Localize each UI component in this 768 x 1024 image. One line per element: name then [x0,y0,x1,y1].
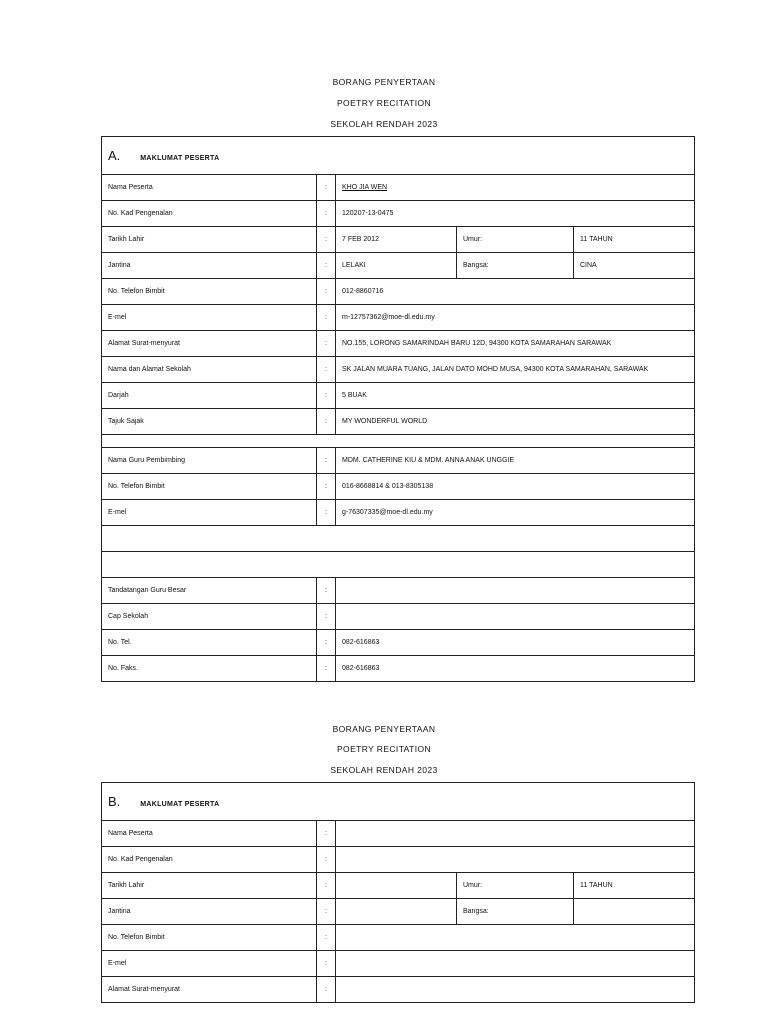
guru-telefon-field[interactable]: 016-8668814 & 013-8305138 [336,474,695,500]
nama-peserta-field[interactable] [336,821,695,847]
field-label: No. Telefon Bimbit [102,925,317,951]
colon: : [317,383,336,409]
row-jantina [102,253,695,279]
bangsa-label: Bangsa: [457,899,574,925]
colon: : [317,201,336,227]
colon: : [317,227,336,253]
form-b-subtitle: POETRY RECITATION [336,744,432,754]
section-header-row [102,783,695,821]
colon: : [317,977,336,1003]
colon: : [317,253,336,279]
row-no-tel [102,630,695,656]
row-telefon [102,279,695,305]
field-label: Alamat Surat-menyurat [102,331,317,357]
row-darjah [102,383,695,409]
colon: : [317,474,336,500]
jantina-field[interactable] [336,899,457,925]
colon: : [317,604,336,630]
section-title: MAKLUMAT PESERTA [140,155,220,162]
umur-label: Umur: [457,873,574,899]
colon: : [317,448,336,474]
form-a-subtitle: POETRY RECITATION [336,98,432,108]
colon: : [317,899,336,925]
field-label: E-mel [102,500,317,526]
field-label: Jantina [102,899,317,925]
field-label: Tandatangan Guru Besar [102,578,317,604]
row-alamat [102,331,695,357]
bangsa-field[interactable]: CINA [574,253,695,279]
field-label: E-mel [102,951,317,977]
nama-peserta-field[interactable]: KHO JIA WEN [336,175,695,201]
row-no-faks [102,656,695,682]
blank-row [102,526,695,552]
section-letter: A. [108,148,121,163]
field-label: Darjah [102,383,317,409]
form-a-year: SEKOLAH RENDAH 2023 [330,119,438,129]
colon: : [317,821,336,847]
darjah-field[interactable]: 5 BUAK [336,383,695,409]
kad-pengenalan-field[interactable] [336,847,695,873]
form-a-table [101,136,695,682]
row-jantina [102,899,695,925]
row-nama-peserta [102,175,695,201]
emel-field[interactable]: m-12757362@moe-dl.edu.my [336,305,695,331]
telefon-field[interactable] [336,925,695,951]
section-letter: B. [108,794,121,809]
colon: : [317,409,336,435]
tarikh-lahir-field[interactable]: 7 FEB 2012 [336,227,457,253]
colon: : [317,925,336,951]
row-emel [102,305,695,331]
form-b-year: SEKOLAH RENDAH 2023 [330,765,438,775]
colon: : [317,630,336,656]
field-label: Nama dan Alamat Sekolah [102,357,317,383]
field-label: Nama Peserta [102,821,317,847]
no-tel-field[interactable]: 082-616863 [336,630,695,656]
section-header-row [102,137,695,175]
colon: : [317,951,336,977]
guru-emel-field[interactable]: g-76307335@moe-dl.edu.my [336,500,695,526]
colon: : [317,500,336,526]
telefon-field[interactable]: 012-8860716 [336,279,695,305]
field-label: No. Kad Pengenalan [102,201,317,227]
alamat-field[interactable] [336,977,695,1003]
field-label: No. Kad Pengenalan [102,847,317,873]
field-label: No. Faks. [102,656,317,682]
field-label: Cap Sekolah [102,604,317,630]
row-guru-telefon [102,474,695,500]
colon: : [317,305,336,331]
section-title: MAKLUMAT PESERTA [140,801,220,808]
row-kad-pengenalan [102,201,695,227]
row-cap-sekolah [102,604,695,630]
tandatangan-field[interactable] [336,578,695,604]
field-label: Nama Peserta [102,175,317,201]
field-label: No. Telefon Bimbit [102,474,317,500]
colon: : [317,357,336,383]
row-tajuk-sajak [102,409,695,435]
field-label: Nama Guru Pembimbing [102,448,317,474]
form-b-table [101,782,695,1003]
umur-label: Umur: [457,227,574,253]
colon: : [317,331,336,357]
field-label: Jantina [102,253,317,279]
row-tarikh-lahir [102,227,695,253]
row-tarikh-lahir [102,873,695,899]
field-label: Tarikh Lahir [102,873,317,899]
row-kad-pengenalan [102,847,695,873]
row-guru-pembimbing [102,448,695,474]
no-faks-field[interactable]: 082-616863 [336,656,695,682]
jantina-field[interactable]: LELAKI [336,253,457,279]
row-nama-peserta [102,821,695,847]
field-label: Alamat Surat-menyurat [102,977,317,1003]
bangsa-field[interactable] [574,899,695,925]
colon: : [317,873,336,899]
row-sekolah [102,357,695,383]
emel-field[interactable] [336,951,695,977]
row-emel [102,951,695,977]
field-label: Tarikh Lahir [102,227,317,253]
row-telefon [102,925,695,951]
alamat-field[interactable]: NO.155, LORONG SAMARINDAH BARU 12D, 94300 KOTA SAMARAHAN SARAWAK [336,331,695,357]
field-label: No. Telefon Bimbit [102,279,317,305]
field-label: No. Tel. [102,630,317,656]
blank-row [102,552,695,578]
bangsa-label: Bangsa: [457,253,574,279]
colon: : [317,578,336,604]
form-a-title: BORANG PENYERTAAN [332,77,436,87]
row-alamat [102,977,695,1003]
row-guru-emel [102,500,695,526]
guru-pembimbing-field[interactable]: MDM. CATHERINE KIU & MDM. ANNA ANAK UNGGIE [336,448,695,474]
kad-pengenalan-field[interactable]: 120207-13-0475 [336,201,695,227]
umur-field[interactable]: 11 TAHUN [574,227,695,253]
tajuk-sajak-field[interactable]: MY WONDERFUL WORLD [336,409,695,435]
colon: : [317,656,336,682]
row-tandatangan [102,578,695,604]
colon: : [317,175,336,201]
sekolah-field[interactable]: SK JALAN MUARA TUANG, JALAN DATO MOHD MUSA, 94300 KOTA SAMARAHAN, SARAWAK [336,357,695,383]
spacer-row [102,435,695,448]
field-label: Tajuk Sajak [102,409,317,435]
form-b-title: BORANG PENYERTAAN [332,724,436,734]
colon: : [317,847,336,873]
field-label: E-mel [102,305,317,331]
umur-field[interactable]: 11 TAHUN [574,873,695,899]
colon: : [317,279,336,305]
tarikh-lahir-field[interactable] [336,873,457,899]
cap-sekolah-field[interactable] [336,604,695,630]
